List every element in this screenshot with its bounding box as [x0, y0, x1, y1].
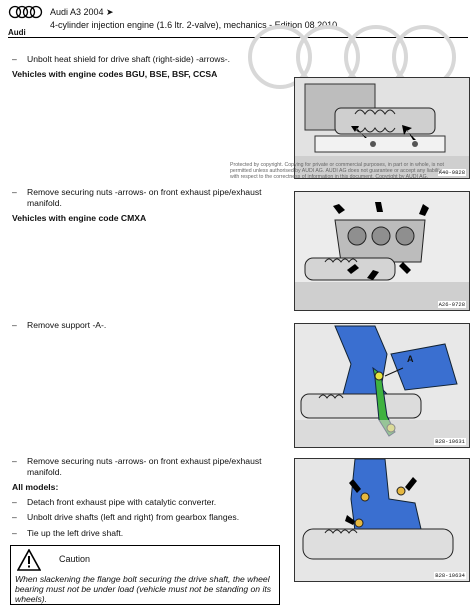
section-heading-all-models: All models:: [12, 482, 59, 492]
support-bracket-illustration: [295, 324, 469, 447]
exhaust-pipe-illustration: [295, 459, 469, 581]
bullet: –: [12, 187, 17, 197]
exhaust-manifold-illustration: [295, 192, 469, 310]
figure-2: [294, 191, 470, 311]
audi-rings-icon: [8, 5, 44, 19]
figure-4-id: B28-10634: [435, 572, 465, 579]
step-remove-support: Remove support -A-.: [27, 320, 107, 330]
bullet: –: [12, 320, 17, 330]
step-detach-exhaust: Detach front exhaust pipe with catalytic converter.: [27, 497, 217, 507]
caution-title: Caution: [59, 554, 91, 564]
bullet: –: [12, 54, 17, 64]
bullet: –: [12, 497, 17, 507]
figure-2-id: A26-0728: [438, 301, 465, 308]
step-unbolt-drive-shafts: Unbolt drive shafts (left and right) from gearbox flanges.: [27, 512, 240, 522]
bullet: –: [12, 456, 17, 466]
step-tie-up-shaft: Tie up the left drive shaft.: [27, 528, 124, 538]
copyright-notice-1: Protected by copyright. Copying for private or commercial purposes, in part or in whole, is not: [230, 162, 444, 168]
step-remove-nuts-2b: manifold.: [27, 467, 62, 477]
header-model-link[interactable]: Audi A3 2004 ➤: [50, 7, 114, 17]
copyright-notice-3: with respect to the correctness of information in this document. Copyright by AUDI AG.: [230, 174, 429, 180]
bullet: –: [12, 528, 17, 538]
audi-logo-text: Audi: [8, 28, 26, 37]
audi-logo: [8, 5, 44, 35]
figure-3-label: A: [407, 354, 414, 364]
figure-3-id: B28-10631: [435, 438, 465, 445]
step-remove-nuts-1a: Remove securing nuts -arrows- on front exhaust pipe/exhaust: [27, 187, 262, 197]
figure-3: [294, 323, 470, 448]
warning-triangle-icon: [17, 549, 41, 571]
bullet: –: [12, 512, 17, 522]
figure-1-id: A40-9828: [438, 169, 465, 176]
step-remove-nuts-2a: Remove securing nuts -arrows- on front exhaust pipe/exhaust: [27, 456, 262, 466]
step-remove-nuts-1b: manifold.: [27, 198, 62, 208]
section-heading-engine-codes: Vehicles with engine codes BGU, BSE, BSF, CCSA: [12, 69, 218, 79]
section-heading-cmxa: Vehicles with engine code CMXA: [12, 213, 147, 223]
header-subtitle: 4-cylinder injection engine (1.6 ltr. 2-valve), mechanics - Edition 08.2010: [50, 20, 338, 30]
figure-4: [294, 458, 470, 582]
caution-box: [10, 545, 280, 605]
caution-text: When slackening the flange bolt securing the drive shaft, the wheel bearing must not be under load (vehicle must not be standing on its wheels).: [15, 574, 272, 604]
step-unbolt-heat-shield: Unbolt heat shield for drive shaft (right-side) -arrows-.: [27, 54, 230, 64]
copyright-notice-2: permitted unless authorised by AUDI AG. AUDI AG does not guarantee or accept any liability: [230, 168, 443, 174]
